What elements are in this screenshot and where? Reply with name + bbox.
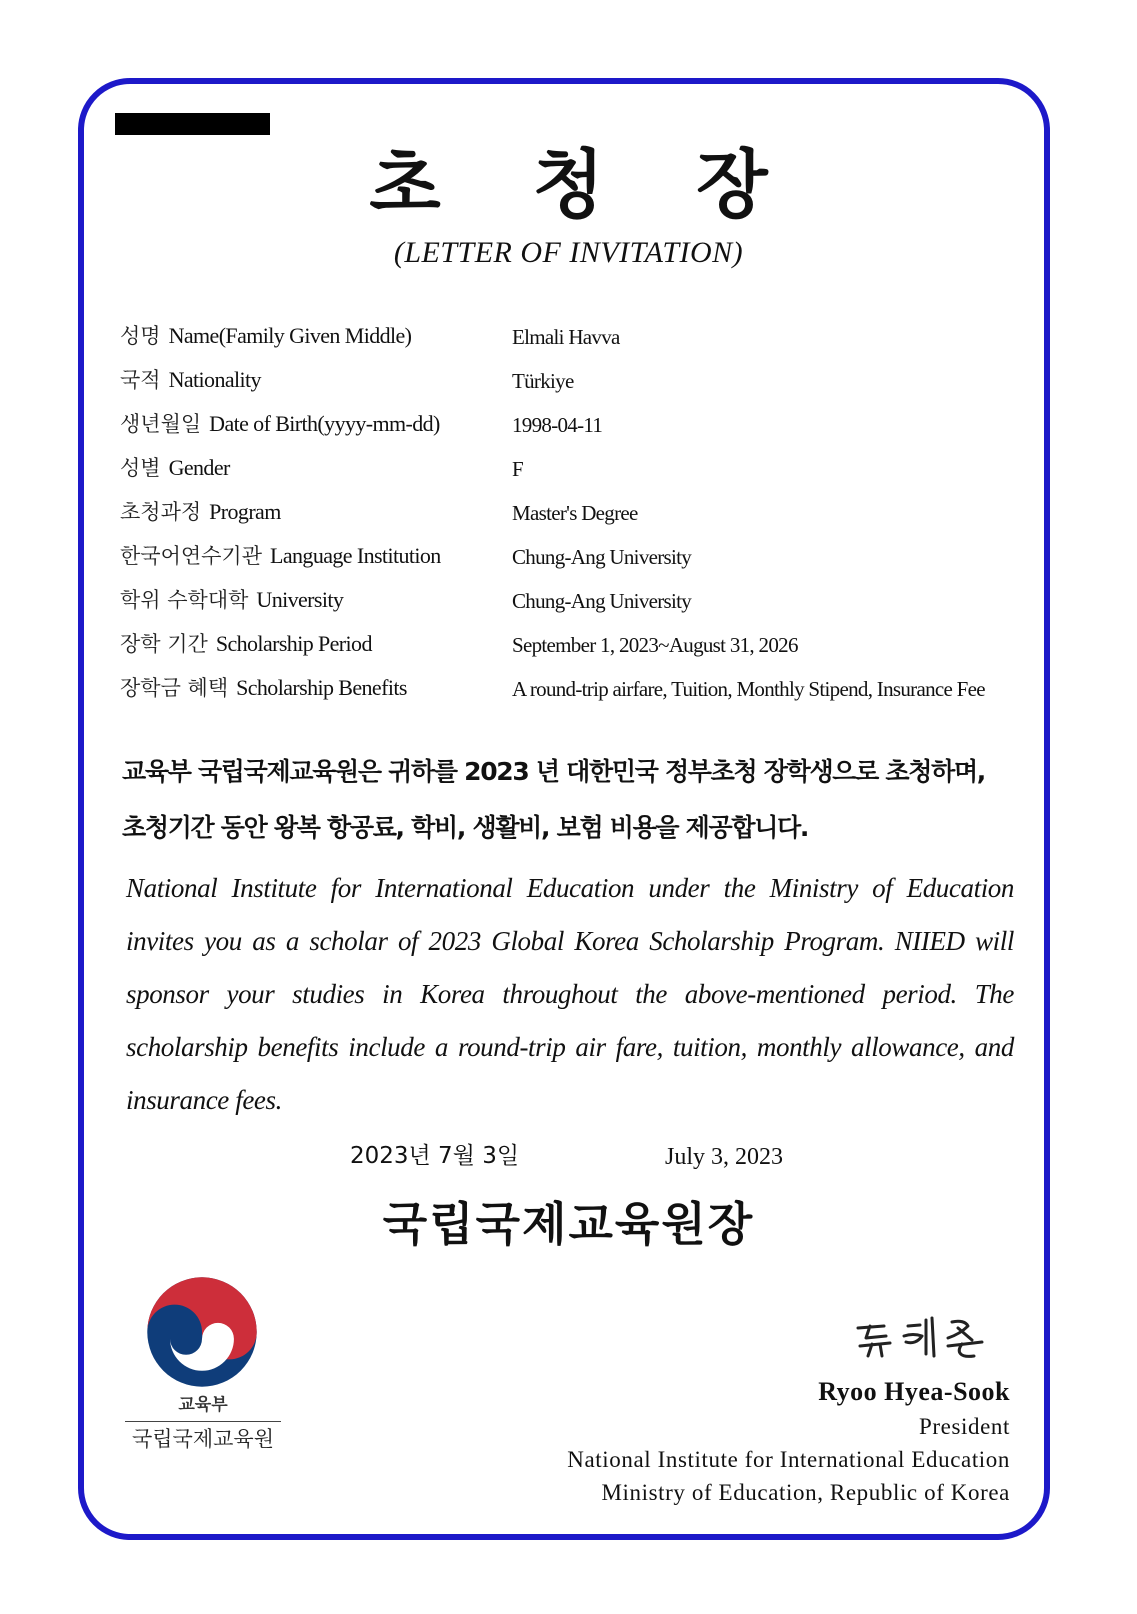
field-label-name (120, 325, 411, 347)
signatory-title: President (919, 1414, 1010, 1439)
field-label-ko: 성명 (120, 324, 161, 348)
logo-ministry-text: 교육부 (178, 1395, 228, 1415)
field-label-en: University (256, 587, 344, 612)
field-value-scholarship-period: September 1, 2023~August 31, 2026 (512, 633, 798, 657)
field-value-name: Elmali Havva (512, 325, 620, 349)
field-label-gender (120, 457, 230, 479)
field-value-program: Master's Degree (512, 501, 638, 525)
field-label-en: Program (209, 499, 281, 524)
field-label-ko: 장학 기간 (120, 632, 208, 656)
field-label-scholarship-benefits (120, 677, 407, 699)
taegeuk-emblem-icon (145, 1275, 259, 1389)
field-label-en: Date of Birth(yyyy-mm-dd) (209, 411, 440, 436)
title-english: (LETTER OF INVITATION) (393, 236, 744, 269)
field-value-university: Chung-Ang University (512, 589, 692, 613)
handwritten-signature (850, 1306, 1010, 1366)
field-label-university (120, 589, 343, 611)
field-label-ko: 성별 (120, 456, 161, 480)
signatory-name: Ryoo Hyea-Sook (818, 1377, 1010, 1406)
field-label-ko: 국적 (120, 368, 161, 392)
body-korean-line-1: 교육부 국립국제교육원은 귀하를 2023 년 대한민국 정부초청 장학생으로 초청하며, (122, 757, 986, 786)
field-label-program (120, 501, 281, 523)
field-label-en: Gender (168, 455, 230, 480)
signatory-ministry: Ministry of Education, Republic of Korea (601, 1480, 1010, 1505)
redaction-bar (115, 113, 270, 135)
field-label-en: Scholarship Period (215, 631, 372, 656)
field-label-ko: 학위 수학대학 (120, 588, 249, 612)
field-label-en: Nationality (168, 367, 261, 392)
body-english: National Institute for International Education under the Ministry of Education invites you as a scholar of 2023 Global Korea Scholarship Program. NIIED will sponsor your studies in Korea throughout the above-mentioned period. The scholarship benefits include a round-trip air fare, tuition, monthly allowance, and insurance fees. (126, 873, 1014, 1115)
field-label-en: Name(Family Given Middle) (168, 323, 412, 348)
field-value-language-institution: Chung-Ang University (512, 545, 692, 569)
field-label-ko: 장학금 혜택 (120, 676, 229, 700)
body-korean-line-2: 초청기간 동안 왕복 항공료, 학비, 생활비, 보험 비용을 제공합니다. (122, 813, 809, 842)
issuer-korean: 국립국제교육원장 (382, 1197, 755, 1251)
title-korean: 초청장 (369, 142, 860, 228)
logo-institute-text: 국립국제교육원 (131, 1427, 274, 1451)
field-value-nationality: Türkiye (512, 369, 574, 393)
date-korean: 2023년 7월 3일 (350, 1143, 520, 1169)
field-value-dob: 1998-04-11 (512, 413, 603, 437)
field-label-en: Language Institution (270, 543, 441, 568)
field-value-scholarship-benefits: A round-trip airfare, Tuition, Monthly Stipend, Insurance Fee (512, 677, 985, 701)
logo-divider (125, 1421, 281, 1422)
field-label-ko: 초청과정 (120, 500, 202, 524)
field-label-dob (120, 413, 440, 435)
field-label-ko: 한국어연수기관 (120, 544, 263, 568)
field-label-language-institution (120, 545, 441, 567)
field-label-scholarship-period (120, 633, 372, 655)
date-english: July 3, 2023 (665, 1144, 784, 1170)
field-label-ko: 생년월일 (120, 412, 202, 436)
field-label-nationality (120, 369, 261, 391)
signatory-organization: National Institute for International Education (567, 1447, 1010, 1472)
field-label-en: Scholarship Benefits (236, 675, 407, 700)
field-value-gender: F (512, 457, 523, 481)
